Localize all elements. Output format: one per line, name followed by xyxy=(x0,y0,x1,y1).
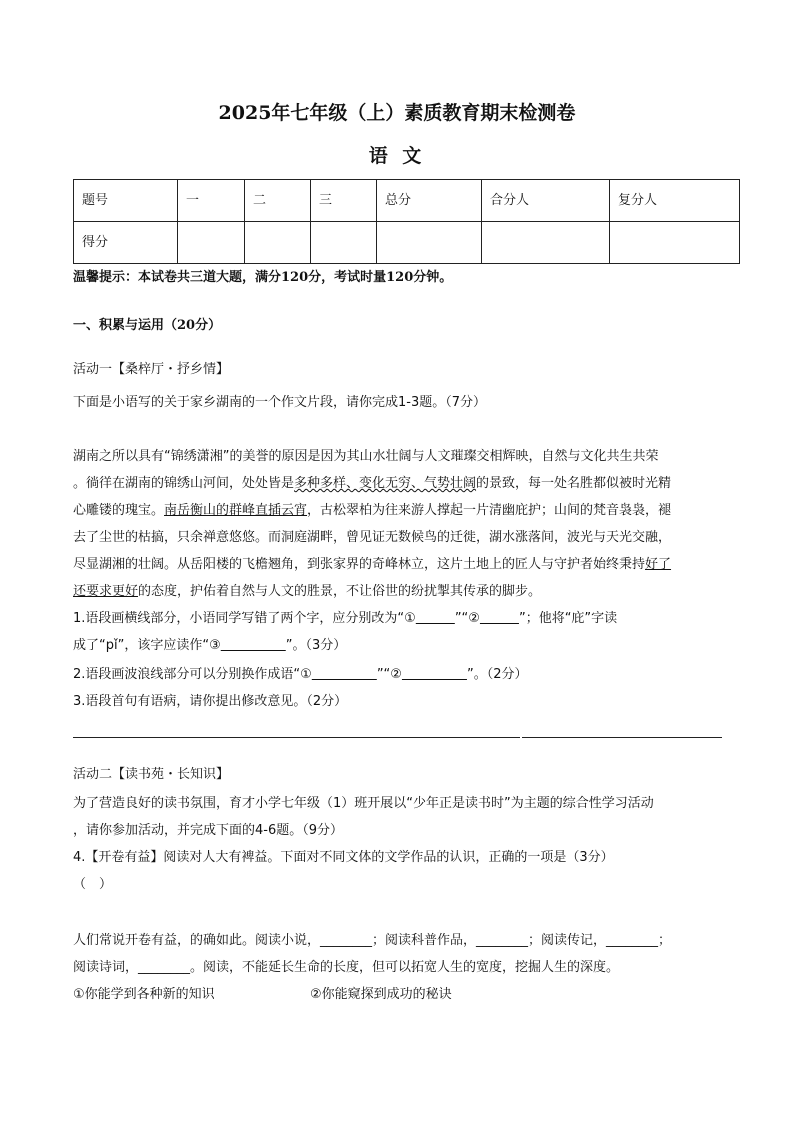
table-cell: 合分人 xyxy=(482,180,610,222)
answer-blank[interactable] xyxy=(416,611,455,626)
paragraph-line xyxy=(73,584,541,600)
score-entry-cell[interactable] xyxy=(311,222,377,264)
question-text: 人们常说开卷有益，的确如此。阅读小说，________；阅读科普作品，________；阅读传记，________； xyxy=(73,933,672,948)
question-4: 4.【开卷有益】阅读对人大有裨益。下面对不同文体的文学作品的认识，正确的一项是（3分） xyxy=(73,850,614,865)
text-span: 。徜徉在湖南的锦绣山河间，处处皆是 xyxy=(73,476,295,491)
subject-title: 语 文 xyxy=(368,145,426,167)
text-span: ”；他将“庇”字读 xyxy=(518,611,618,626)
paragraph-line: 湖南之所以具有“锦绣潇湘”的美誉的原因是因为其山水壮阔与人文璀璨交相辉映，自然与文化共生共荣 xyxy=(73,449,659,464)
text-span: ，古松翠柏为往来游人撑起一片清幽庇护；山间的梵音袅袅，褪 xyxy=(307,503,672,518)
text-span: ”。（2分） xyxy=(466,667,528,682)
table-cell: 得分 xyxy=(74,222,178,264)
score-table xyxy=(73,179,740,264)
question-1-cont xyxy=(73,638,346,654)
paragraph-line xyxy=(73,503,671,519)
question-text: 阅读诗词，________。阅读，不能延长生命的长度，但可以拓宽人生的宽度，挖掘人生的深度。 xyxy=(73,960,620,975)
activity-intro: 下面是小语写的关于家乡湖南的一个作文片段，请你完成1-3题。（7分） xyxy=(73,395,487,410)
score-entry-cell[interactable] xyxy=(377,222,482,264)
activity-intro: 为了营造良好的读书氛围，育才小学七年级（1）班开展以“少年正是读书时”为主题的综合性学习活动 xyxy=(73,796,654,811)
text-span: 的景致，每一处名胜都似被时光精 xyxy=(476,476,672,491)
score-entry-cell[interactable] xyxy=(610,222,740,264)
text-span: 的态度，护佑着自然与人文的胜景，不让俗世的纷扰掣其传承的脚步。 xyxy=(138,584,542,599)
activity-title: 活动一【桑梓厅・抒乡情】 xyxy=(73,362,230,377)
table-cell: 三 xyxy=(311,180,377,222)
answer-paren[interactable]: （ ） xyxy=(73,877,113,892)
answer-blank[interactable] xyxy=(480,611,519,626)
activity-title: 活动二【读书苑・长知识】 xyxy=(73,767,230,782)
question-3: 3.语段首句有语病，请你提出修改意见。（2分） xyxy=(73,694,348,709)
paragraph-line xyxy=(73,476,671,492)
answer-blank[interactable] xyxy=(221,638,286,653)
exam-title: 2025年七年级（上）素质教育期末检测卷 xyxy=(218,102,576,124)
answer-line[interactable] xyxy=(522,737,722,738)
score-entry-cell[interactable] xyxy=(178,222,245,264)
paragraph-line: 去了尘世的枯搞，只余禅意悠悠。而洞庭湖畔，曾见证无数候鸟的迁徙，湖水涨落间，波光与天光交融， xyxy=(73,530,672,545)
option-1: ①你能学到各种新的知识 xyxy=(73,987,215,1002)
answer-blank[interactable] xyxy=(312,667,377,682)
score-entry-cell[interactable] xyxy=(482,222,610,264)
question-1 xyxy=(73,611,617,627)
score-table-score-row xyxy=(74,222,740,264)
text-span: 成了“pǐ”，该字应读作“③ xyxy=(73,638,221,653)
question-2 xyxy=(73,667,527,683)
section-heading: 一、积累与运用（20分） xyxy=(73,318,222,333)
text-span: 1.语段画横线部分，小语同学写错了两个字，应分别改为“① xyxy=(73,611,416,626)
text-span: ”“② xyxy=(376,667,402,682)
underlined-text: 好了 xyxy=(645,557,672,572)
text-span: 2.语段画波浪线部分可以分别换作成语“① xyxy=(73,667,312,682)
underlined-text: 南岳衡山的群峰直插云宵 xyxy=(164,503,308,518)
score-entry-cell[interactable] xyxy=(245,222,311,264)
option-2: ②你能窥探到成功的秘诀 xyxy=(310,987,452,1002)
table-cell: 总分 xyxy=(377,180,482,222)
table-cell: 复分人 xyxy=(610,180,740,222)
exam-notice: 温馨提示：本试卷共三道大题，满分120分，考试时量120分钟。 xyxy=(73,270,453,285)
text-span: 尽显湖湘的壮阔。从岳阳楼的飞檐翘角，到张家界的奇峰林立，这片土地上的匠人与守护者始终秉持 xyxy=(73,557,646,572)
table-cell: 二 xyxy=(245,180,311,222)
answer-blank[interactable] xyxy=(402,667,467,682)
text-span: 心雕镂的瑰宝。 xyxy=(73,503,165,518)
table-cell: 一 xyxy=(178,180,245,222)
underlined-text: 还要求更好 xyxy=(73,584,139,599)
text-span: ”。（3分） xyxy=(285,638,347,653)
table-cell: 题号 xyxy=(74,180,178,222)
wavy-underlined-text: 多种多样、变化无穷、气势壮阔 xyxy=(294,476,477,491)
text-span: ”“② xyxy=(454,611,480,626)
paragraph-line xyxy=(73,557,671,573)
score-table-header-row xyxy=(74,180,740,222)
answer-line[interactable] xyxy=(73,737,520,738)
activity-intro: ，请你参加活动，并完成下面的4-6题。（9分） xyxy=(73,823,344,838)
